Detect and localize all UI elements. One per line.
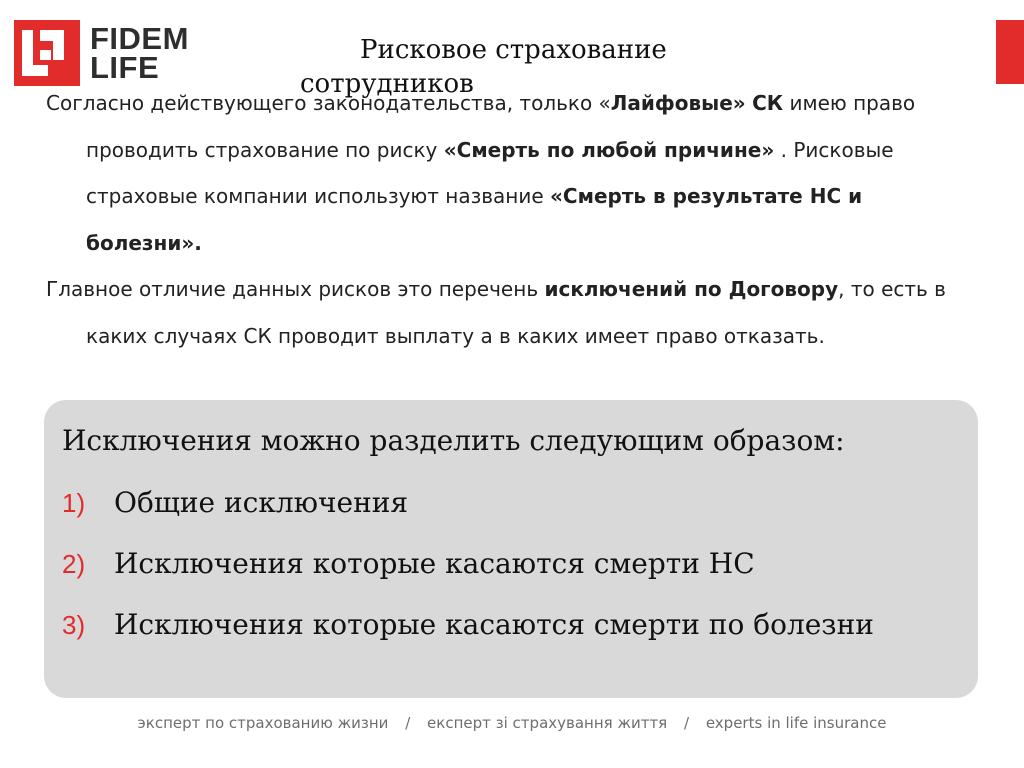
slide-title-line1: Рисковое страхование — [360, 35, 667, 65]
logo-line1: FIDEM — [90, 21, 189, 56]
fidem-life-logo — [14, 20, 189, 86]
text-segment: имею право проводить страхование по риску — [86, 91, 916, 162]
text-segment: Главное отличие данных рисков это перечень — [46, 277, 545, 301]
text-segment: Согласно действующего законодательства, только « — [46, 91, 611, 115]
list-number: 3) — [62, 610, 86, 640]
footer-tagline-ru: эксперт по страхованию жизни — [137, 714, 389, 732]
text-segment-bold: СК — [752, 91, 784, 115]
corner-accent-bar — [996, 20, 1024, 84]
footer-tagline-ua: експерт зі страхування життя — [427, 714, 668, 732]
exclusions-list — [62, 486, 874, 669]
list-label: Исключения которые касаются смерти НС — [114, 547, 755, 580]
paragraph-license — [46, 80, 966, 266]
footer-separator: / — [405, 714, 411, 732]
list-label: Общие исключения — [114, 486, 409, 519]
logo-line2: LIFE — [90, 50, 160, 85]
list-number: 2) — [62, 549, 86, 579]
slide-title-line2: сотрудников — [300, 69, 474, 99]
exclusions-panel — [44, 400, 978, 698]
footer-separator: / — [684, 714, 690, 732]
list-item — [62, 486, 874, 547]
body-text — [46, 80, 966, 359]
list-number: 1) — [62, 488, 86, 518]
text-segment-bold: исключений по Договору — [544, 277, 839, 301]
panel-heading: Исключения можно разделить следующим образом: — [62, 424, 845, 457]
list-item — [62, 608, 874, 669]
footer-tagline-en: experts in life insurance — [705, 714, 887, 732]
list-item — [62, 547, 874, 608]
logo-mark-icon — [14, 20, 80, 86]
paragraph-exclusions — [46, 266, 966, 359]
text-segment: , то есть в каких случаях СК проводит выплату а в каких имеет право отказать. — [86, 277, 946, 348]
text-segment: . Рисковые страховые компании используют название — [86, 137, 894, 208]
list-label: Исключения которые касаются смерти по болезни — [114, 608, 874, 641]
logo-wordmark — [90, 21, 189, 85]
text-segment-bold: «Смерть в результате НС и болезни». — [86, 184, 863, 255]
footer-tagline — [0, 714, 1024, 732]
text-segment-bold: Лайфовые» — [610, 91, 746, 115]
text-segment-bold: «Смерть по любой причине» — [443, 137, 775, 162]
